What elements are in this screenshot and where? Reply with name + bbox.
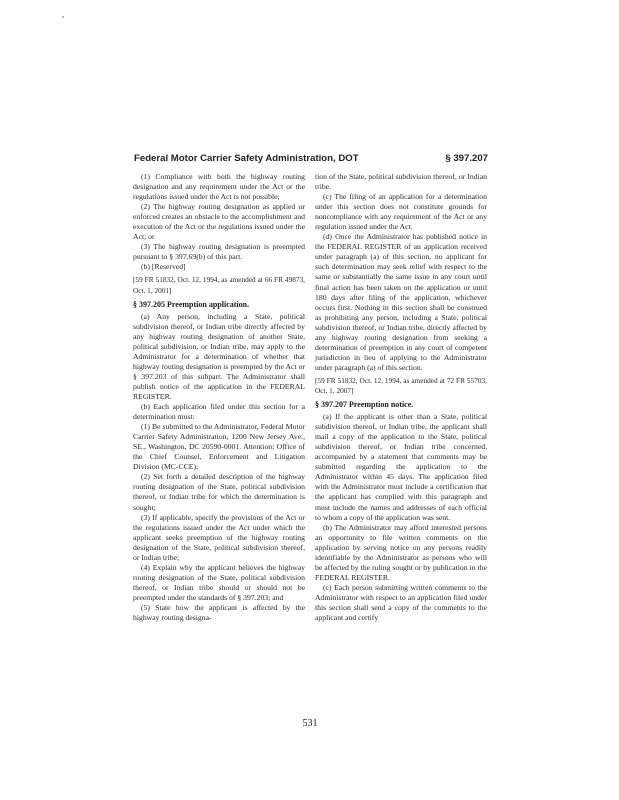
paragraph: (5) State how the applicant is affected by the highway routing designa-: [133, 602, 305, 623]
header-agency-title: Federal Motor Carrier Safety Administration, DOT: [134, 153, 359, 164]
paragraph: (1) Compliance with both the highway routing designation and any requirement under the Act or the regulations issued under the Act is not possible;: [133, 172, 305, 202]
paragraph: (b) [Reserved]: [141, 262, 186, 272]
paragraph: (d) Once the Administrator has published notice in the FEDERAL REGISTER of an application received under paragraph (a) of this section, no applicant for such determination may seek relief with respect to the same or substantially the same issue in any court until final action has been taken on the application or until 180 days after filing of the application, whichever occurs first. Nothing in this section shall be construed as prohibiting any person, including a State, political subdivision thereof, or Indian tribe, directly affected by any highway routing designation from seeking a determination of preemption in any court of competent jurisdiction in lieu of applying to the Administrator under paragraph (a) of this section.: [315, 232, 487, 372]
section-heading: § 397.207 Preemption notice.: [315, 400, 414, 410]
paragraph: (1) Be submitted to the Administrator, Federal Motor Carrier Safety Administration, 1200 New Jersey Ave., SE., Washington, DC 20590-0001. Attention: Office of the Chief Counsel, Enforcement and Litigation Division (MC-CCE);: [133, 422, 305, 472]
page-number: 531: [302, 718, 318, 729]
paragraph: (3) The highway routing designation is preempted pursuant to § 397.69(b) of this part.: [133, 242, 305, 262]
paragraph: (3) If applicable, specify the provisions of the Act or the regulations issued under the Act under which the applicant seeks preemption of the highway routing designation of the State, political subdivision thereof, or Indian tribe;: [133, 512, 305, 562]
right-text-column: [315, 172, 487, 623]
paragraph: (c) Each person submitting written comments to the Administrator with respect to an application filed under this section shall send a copy of the comments to the applicant and certify: [315, 582, 487, 623]
source-citation: [59 FR 51832, Oct. 12, 1994, as amended at 66 FR 49873, Oct. 1, 2001]: [133, 275, 305, 295]
section-heading: § 397.205 Preemption application.: [133, 299, 250, 309]
paragraph: (2) Set forth a detailed description of the highway routing designation of the State, political subdivision thereof, or Indian tribe for which the determination is sought;: [133, 472, 305, 512]
paragraph: (c) The filing of an application for a determination under this section does not constitute grounds for noncompliance with any requirement of the Act or any regulation issued under the Act.: [315, 192, 487, 232]
paragraph: tion of the State, political subdivision thereof, or Indian tribe.: [315, 172, 487, 192]
paragraph: (2) The highway routing designation as applied or enforced creates an obstacle to the accomplishment and execution of the Act or the regulations issued under the Act; or: [133, 202, 305, 242]
paragraph: (a) If the applicant is other than a State, political subdivision thereof, or Indian tribe, the applicant shall mail a copy of the application to the State, political subdivision thereof, or Indian tribe concerned, accompanied by a statement that comments may be submitted regarding the application to the Administrator within 45 days. The application filed with the Administrator must include a certification that the applicant has complied with this paragraph and must include the names and addresses of each official to whom a copy of the application was sent.: [315, 412, 487, 522]
header-section-number: § 397.207: [445, 153, 488, 164]
scan-speck: [62, 16, 64, 18]
paragraph: (a) Any person, including a State, political subdivision thereof, or Indian tribe directly affected by any highway routing designation of another State, political subdivision, or Indian tribe, may apply to the Administrator for a determination of whether that highway routing designation is preempted by the Act or § 397.203 of this subpart. The Administrator shall publish notice of the application in the FEDERAL REGISTER.: [133, 311, 305, 401]
paragraph: (b) Each application filed under this section for a determination must:: [133, 402, 305, 422]
paragraph: (b) The Administrator may afford interested persons an opportunity to file written comments on the application by serving notice on any persons readily identifiable by the Administrator as persons who will be affected by the ruling sought or by publication in the FEDERAL REGISTER.: [315, 522, 487, 582]
paragraph: (4) Explain why the applicant believes the highway routing designation of the State, political subdivision thereof, or Indian tribe should or should not be preempted under the standards of § 397.203; and: [133, 562, 305, 602]
left-text-column: [133, 172, 305, 623]
source-citation: [59 FR 51832, Oct. 12, 1994, as amended at 72 FR 55703, Oct. 1, 2007]: [315, 375, 487, 395]
running-header: [134, 153, 488, 169]
